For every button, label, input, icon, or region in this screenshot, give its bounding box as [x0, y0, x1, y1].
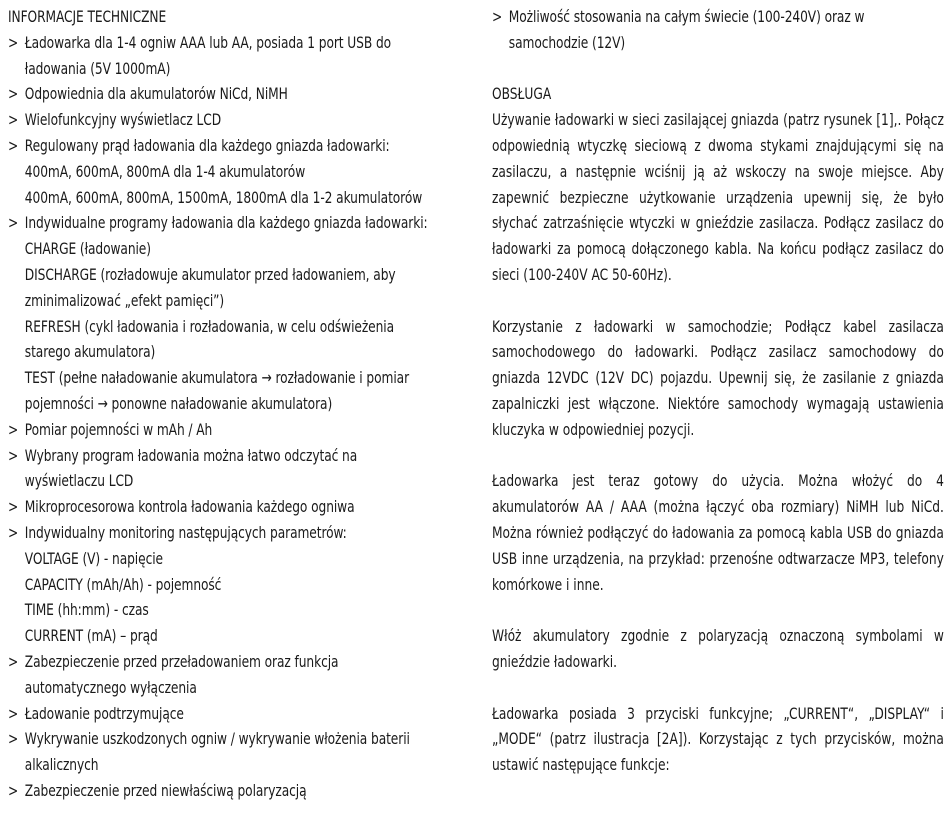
bullet-marker: > [8, 419, 19, 439]
list-item-continuation: samochodzie (12V) [508, 32, 626, 52]
operation-column [492, 4, 944, 778]
list-item [8, 649, 478, 701]
list-item [8, 726, 478, 778]
list-item [8, 701, 478, 727]
bullet-marker: > [8, 780, 19, 800]
list-item-text: > Indywidualny monitoring następujących parametrów: [8, 520, 403, 546]
list-item-text: > Regulowany prąd ładowania dla każdego gniazda ładowarki: [8, 133, 403, 159]
list-item [8, 778, 478, 804]
technical-info-column [8, 4, 478, 804]
paragraph: Ładowarka jest teraz gotowy do użycia. Można włożyć do 4 akumulatorów AA / AAA (można łączyć oba rozmiary) NiMH lub NiCd. Można również podłączyć do ładowania za pomocą kabla USB do gniazda USB inne urządzenia, na przykład: przenośne odtwarzacze MP3, telefony komórkowe i inne. [492, 471, 944, 594]
list-item-text: > Indywidualne programy ładowania dla każdego gniazda ładowarki: [8, 210, 403, 236]
operation-text [492, 107, 944, 778]
section-heading-operation: OBSŁUGA [492, 84, 552, 104]
list-item [8, 417, 478, 443]
feature-list-continued [492, 4, 944, 56]
list-item-continuation: CURRENT (mA) – prąd [24, 626, 158, 646]
list-item-text: > Ładowanie podtrzymujące [8, 701, 403, 727]
list-item [492, 4, 944, 56]
list-item-continuation: CAPACITY (mAh/Ah) - pojemność [24, 574, 222, 594]
bullet-marker: > [8, 497, 19, 517]
paragraph: Ładowarka posiada 3 przyciski funkcyjne; „CURRENT“, „DISPLAY“ i „MODE“ (patrz ilustracja [2A]). Korzystając z tych przycisków, można ustawić następujące funkcje: [492, 703, 944, 775]
list-item [8, 30, 478, 82]
list-item-text: > Wielofunkcyjny wyświetlacz LCD [8, 107, 403, 133]
list-item-continuation: TIME (hh:mm) - czas [24, 600, 149, 620]
list-item-text: > Pomiar pojemności w mAh / Ah [8, 417, 403, 443]
list-item [8, 210, 478, 416]
list-item-continuation: TEST (pełne naładowanie akumulatora → rozładowanie i pomiar [24, 368, 410, 388]
list-item-text: > Wybrany program ładowania można łatwo odczytać na [8, 443, 403, 469]
bullet-marker: > [8, 213, 19, 233]
bullet-marker: > [8, 32, 19, 52]
list-item-text: > Możliwość stosowania na całym świecie (100-240V) oraz w [492, 4, 872, 30]
list-item-continuation: CHARGE (ładowanie) [24, 239, 151, 259]
section-title: INFORMACJE TECHNICZNE [8, 7, 167, 26]
list-item-text: > Wykrywanie uszkodzonych ogniw / wykrywanie włożenia baterii [8, 726, 403, 752]
list-item-continuation: DISCHARGE (rozładowuje akumulator przed ładowaniem, aby [24, 264, 396, 284]
bullet-marker: > [8, 135, 19, 155]
bullet-marker: > [8, 110, 19, 130]
bullet-marker: > [8, 84, 19, 104]
bullet-marker: > [8, 522, 19, 542]
bullet-marker: > [492, 7, 503, 26]
feature-list [8, 30, 478, 804]
list-item [8, 520, 478, 649]
list-item-continuation: REFRESH (cykl ładowania i rozładowania, w celu odświeżenia [24, 316, 395, 336]
list-item-text: > Zabezpieczenie przed niewłaściwą polaryzacją [8, 778, 403, 804]
list-item [8, 443, 478, 495]
paragraph: Korzystanie z ładowarki w samochodzie; Podłącz kabel zasilacza samochodowego do ładowarki. Podłącz zasilacz samochodowy do gniazda 12VDC (12V DC) pojazdu. Upewnij się, że zasilanie z gniazda zapalniczki jest włączone. Niektóre samochody wymagają ustawienia kluczyka w odpowiedniej pozycji. [492, 316, 944, 439]
list-item-continuation: alkalicznych [24, 755, 99, 775]
list-item-continuation: wyświetlaczu LCD [24, 471, 134, 491]
list-item-continuation: automatycznego wyłączenia [24, 677, 197, 697]
list-item [8, 133, 478, 210]
list-item-continuation: 400mA, 600mA, 800mA dla 1-4 akumulatorów [24, 161, 306, 181]
list-item-text: > Mikroprocesorowa kontrola ładowania każdego ogniwa [8, 494, 403, 520]
list-item-text: > Zabezpieczenie przed przeładowaniem oraz funkcja [8, 649, 403, 675]
spacer [492, 56, 872, 82]
list-item-continuation: 400mA, 600mA, 800mA, 1500mA, 1800mA dla 1-2 akumulatorów [24, 187, 423, 207]
list-item-text: > Odpowiednia dla akumulatorów NiCd, NiMH [8, 81, 403, 107]
list-item [8, 81, 478, 107]
list-item-continuation: VOLTAGE (V) - napięcie [24, 548, 163, 568]
list-item [8, 494, 478, 520]
list-item-continuation: starego akumulatora) [24, 342, 156, 362]
list-item-continuation: zminimalizować „efekt pamięci”) [24, 290, 225, 310]
bullet-marker: > [8, 445, 19, 465]
list-item-continuation: pojemności → ponowne naładowanie akumulatora) [24, 393, 333, 413]
bullet-marker: > [8, 729, 19, 749]
list-item [8, 107, 478, 133]
list-item-continuation: ładowania (5V 1000mA) [24, 58, 171, 78]
bullet-marker: > [8, 703, 19, 723]
paragraph: Używanie ładowarki w sieci zasilającej gniazda (patrz rysunek [1],. Połącz odpowiednią wtyczkę sieciową z dwoma stykami znajdującymi się na zasilaczu, a następnie wciśnij ją aż wskoczy na swoje miejsce. Aby zapewnić bezpieczne użytkowanie urządzenia upewnij się, że było słychać zatrzaśnięcie wtyczki w gnieździe zasilacza. Podłącz zasilacz do ładowarki za pomocą dołączonego kabla. Na końcu podłącz zasilacz do sieci (100-240V AC 50-60Hz). [492, 110, 944, 284]
list-item-text: > Ładowarka dla 1-4 ogniw AAA lub AA, posiada 1 port USB do [8, 30, 403, 56]
paragraph: Włóż akumulatory zgodnie z polaryzacją oznaczoną symbolami w gnieździe ładowarki. [492, 626, 944, 671]
bullet-marker: > [8, 651, 19, 671]
